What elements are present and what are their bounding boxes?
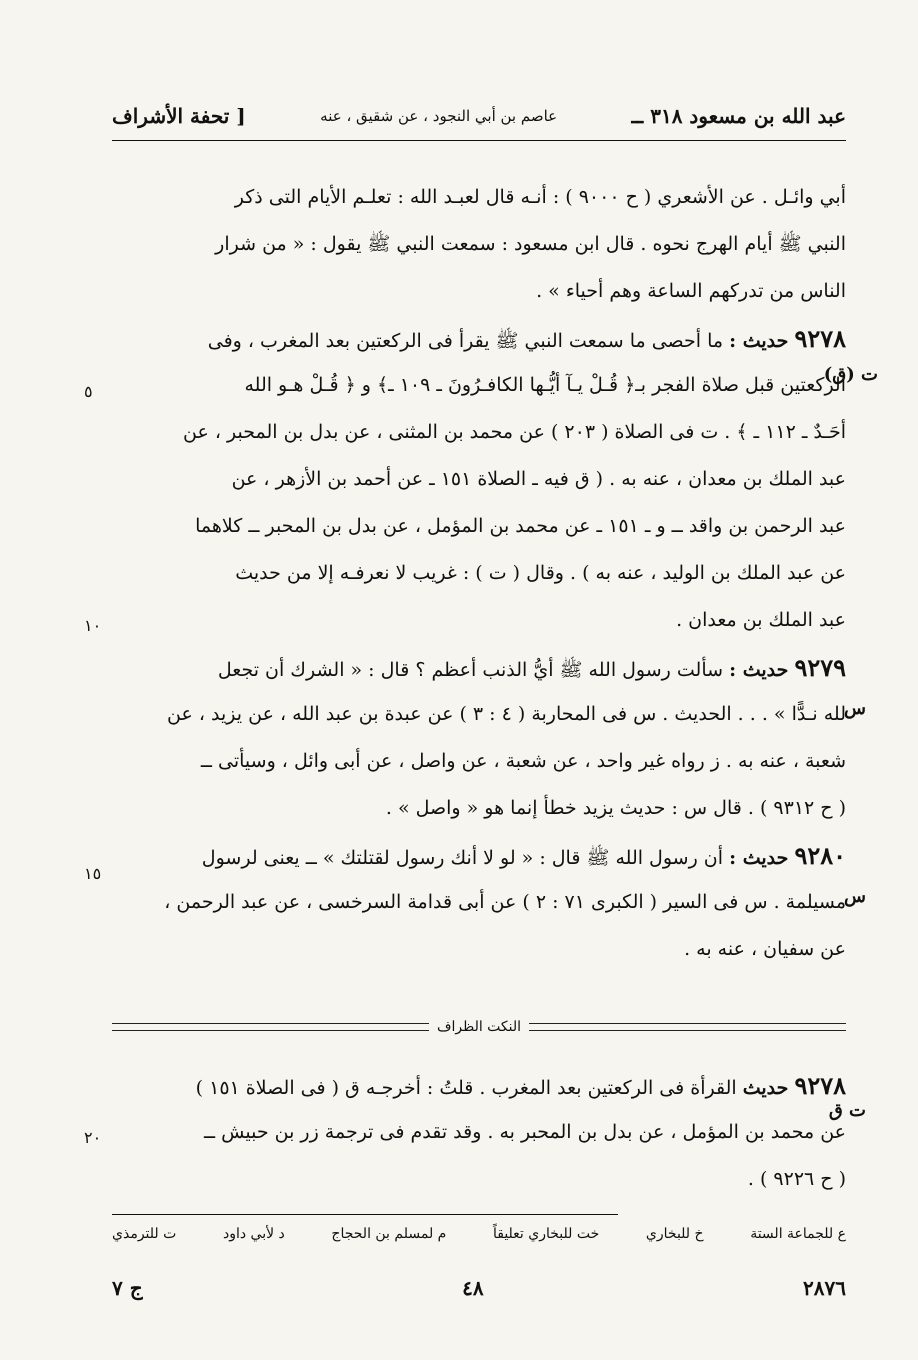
entry-keyword: حديث : [729,659,789,681]
running-header [112,96,846,136]
legend-item: ع للجماعة الستة [750,1226,846,1242]
text-line: عبد الملك بن معدان . [676,609,846,631]
line-number: ١٠ [84,616,102,635]
legend-item: ت للترمذي [112,1226,177,1242]
volume-number: ج ٧ [112,1276,143,1300]
nukat-note [112,1062,846,1203]
text-line: لله نـدًّا » . . . الحديث . س فى المحاربة ( ٤ : ٣ ) عن عبدة بن عبد الله ، عن يزيد ، عن [167,703,846,725]
text-line: عن عبد الملك بن الوليد ، عنه به ) . وقال ( ت ) : غريب لا نعرفـه إلا من حديث [235,562,846,584]
text-line: ( ح ٩٢٢٦ ) . [747,1168,846,1190]
text-line: شعبة ، عنه به . ز رواه غير واحد ، عن شعبة ، عن واصل ، عن أبى وائل ، وسيأتى ــ [200,750,846,772]
entry-keyword: حديث : [729,330,789,352]
text-line: ما أحصى ما سمعت النبي ﷺ يقرأ فى الركعتين بعد المغرب ، وفى [207,330,724,352]
text-line: الناس من تدركهم الساعة وهم أحياء » . [536,280,846,302]
header-book-title: [ تحفة الأشراف [112,104,246,128]
hadith-entry-9278 [112,315,846,362]
legend-item: خ للبخاري [645,1226,704,1242]
entry-number: ٩٢٧٩ [794,653,846,682]
text-line: عبد الملك بن معدان ، عنه به . ( ق فيه ـ الصلاة ١٥١ ـ عن أحمد بن الأزهر ، عن [231,468,846,490]
line-number: ١٥ [84,864,102,883]
entry-number: ٩٢٧٨ [794,324,846,353]
line-number: ٥ [84,382,93,401]
legend-item: م لمسلم بن الحجاج [331,1226,447,1242]
separator-bar [112,1023,429,1031]
text-line: سألت رسول الله ﷺ أيُّ الذنب أعظم ؟ قال : « الشرك أن تجعل [217,659,724,681]
line-number: ٢٠ [84,1128,102,1147]
text-line: أبي وائـل . عن الأشعري ( ح ٩٠٠٠ ) : أنـه قال لعبـد الله : تعلـم الأيام التى ذكر [234,186,846,208]
text-line: مسيلمة . س فى السير ( الكبرى ٧١ : ٢ ) عن أبى قدامة السرخسى ، عن عبد الرحمن ، [164,891,846,913]
header-subtitle: عاصم بن أبي النجود ، عن شقيق ، عنه [320,107,558,125]
margin-sigla: ت (ق) [823,364,878,385]
abbreviation-legend [112,1226,846,1242]
section-separator [112,1018,846,1036]
page-footer [112,1276,846,1300]
text-line: أحَـدٌ ـ ١١٢ ـ ﴾ . ت فى الصلاة ( ٢٠٣ ) عن محمد بن المثنى ، عن بدل بن المحبر ، عن [183,421,846,443]
text-line: أن رسول الله ﷺ قال : « لو لا أنك رسول لقتلتك » ــ يعنى لرسول [201,847,724,869]
text-line: ( ح ٩٣١٢ ) . قال س : حديث يزيد خطأ إنما هو « واصل » . [385,797,846,819]
entry-number: ٩٢٨٠ [794,841,846,870]
text-line: الركعتين قبل صلاة الفجر بـ﴿ قُـلْ يـآ أيُّـها الكافـرُونَ ـ ١٠٩ ـ﴾ و ﴿ قُـلْ هـو الله [244,374,846,396]
entry-keyword: حديث : [729,847,789,869]
hadith-entry-9280 [112,832,846,879]
footer-serial: ٢٨٧٦ [803,1276,846,1300]
margin-sigla: ت ق [828,1100,866,1121]
separator-label: النكت الظراف [436,1019,522,1035]
legend-item: د لأبي داود [222,1226,285,1242]
footer-rule [112,1214,618,1215]
text-line: عن سفيان ، عنه به . [684,938,846,960]
hadith-entry-9279 [112,644,846,691]
text-line: النبي ﷺ أيام الهرج نحوه . قال ابن مسعود : سمعت النبي ﷺ يقول : « من شرار [215,233,846,255]
header-rule [112,140,846,141]
text-line: عبد الرحمن بن واقد ــ و ـ ١٥١ ـ عن محمد بن المؤمل ، عن بدل بن المحبر ــ كلاهما [195,515,846,537]
entry-number: ٩٢٧٨ [794,1071,846,1100]
page-number: ٤٨ [462,1276,484,1300]
legend-item: خت للبخاري تعليقاً [492,1226,600,1242]
header-title: عبد الله بن مسعود ٣١٨ ــ [631,104,846,128]
text-line: القرأة فى الركعتين بعد المغرب . قلتُ : أخرجـه ق ( فى الصلاة ١٥١ ) [195,1077,737,1099]
margin-sigla: س [844,698,866,719]
note-entry-9278 [112,1062,846,1109]
margin-sigla: س [844,886,866,907]
entry-keyword: حديث [742,1077,789,1099]
separator-bar [529,1023,846,1031]
text-line: عن محمد بن المؤمل ، عن بدل بن المحبر به . وقد تقدم فى ترجمة زر بن حبيش ــ [203,1121,846,1143]
main-text [112,174,846,973]
